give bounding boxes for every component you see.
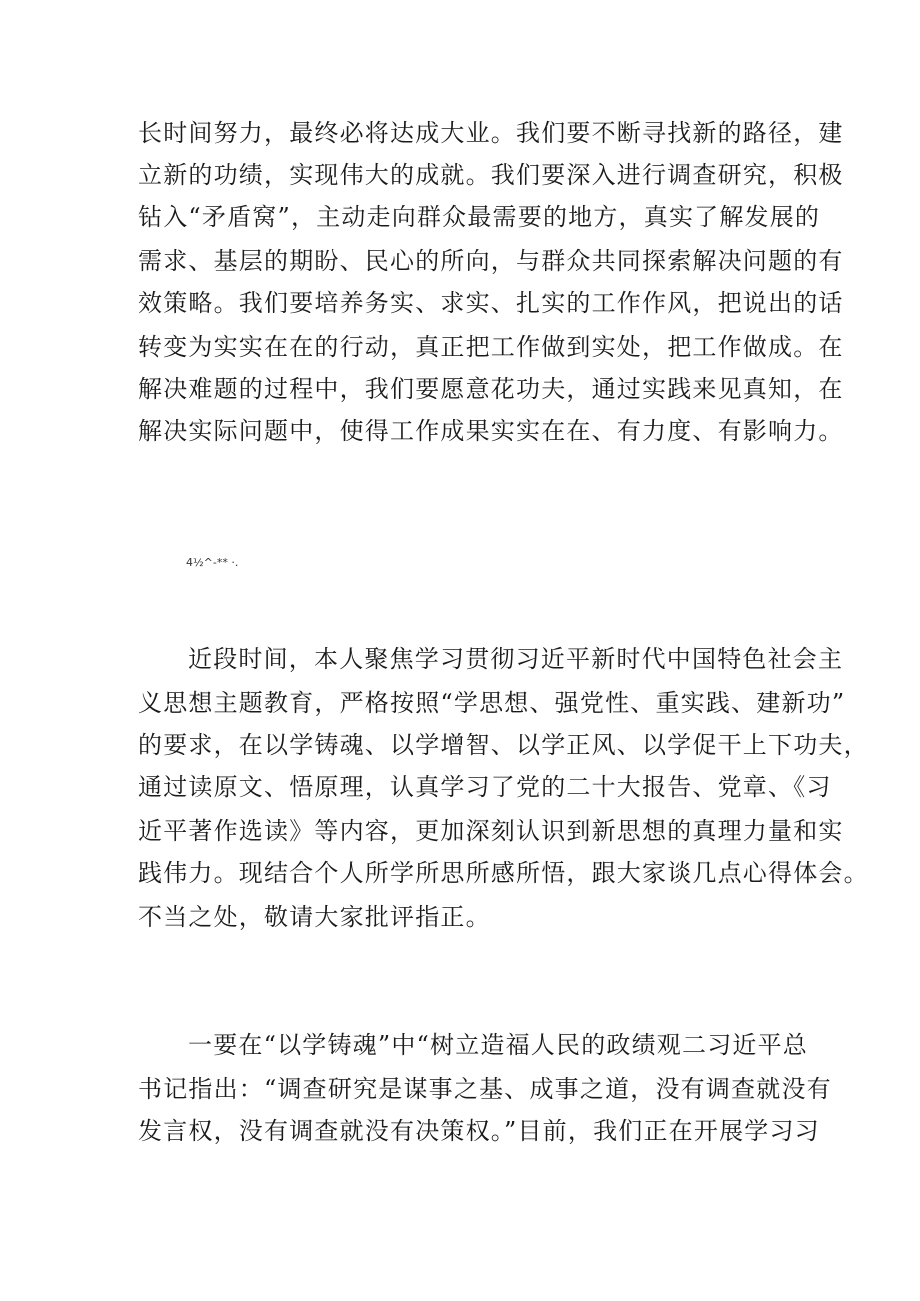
paragraph-2-line-3: 的要求，在以学铸魂、以学增智、以学正风、以学促干上下功夫， [138,731,869,759]
paragraph-1-line-4: 需求、基层的期盼、民心的所向，与群众共同探索解决问题的有 [138,247,844,275]
paragraph-2-line-5: 近平著作选读》等内容，更加深刻认识到新思想的真理力量和实 [138,817,844,845]
paragraph-2-line-4: 通过读原文、悟原理，认真学习了党的二十大报告、党章、《习 [138,773,832,801]
paragraph-2-line-7: 不当之处，敬请大家批评指正。 [138,903,491,931]
paragraph-3-line-1: 一要在“以学铸魂”中“树立造福人民的政绩观二习近平总 [188,1031,809,1059]
paragraph-3-line-3: 发言权，没有调查就没有决策权。”目前，我们正在开展学习习 [138,1117,820,1145]
paragraph-1-line-8: 解决实际问题中，使得工作成果实实在在、有力度、有影响力。 [138,417,844,445]
paragraph-3-line-2: 书记指出：“调查研究是谋事之基、成事之道，没有调查就没有 [138,1075,832,1103]
paragraph-2-line-1: 近段时间，本人聚焦学习贯彻习近平新时代中国特色社会主 [188,645,844,673]
paragraph-1-line-5: 效策略。我们要培养务实、求实、扎实的工作作风，把说出的话 [138,289,844,317]
paragraph-1-line-1: 长时间努力，最终必将达成大业。我们要不断寻找新的路径，建 [138,119,844,147]
paragraph-2-line-6: 践伟力。现结合个人所学所思所感所悟，跟大家谈几点心得体会。 [138,859,869,887]
paragraph-2-line-2: 义思想主题教育，严格按照“学思想、强党性、重实践、建新功” [138,689,846,717]
paragraph-1-line-7: 解决难题的过程中，我们要愿意花功夫，通过实践来见真知，在 [138,375,844,403]
paragraph-1-line-2: 立新的功绩，实现伟大的成就。我们要深入进行调查研究，积极 [138,161,844,189]
scan-artifact-text: 4½^-** ·. [186,556,239,569]
paragraph-1-line-3: 钻入“矛盾窝”，主动走向群众最需要的地方，真实了解发展的 [138,203,821,231]
paragraph-1-line-6: 转变为实实在在的行动，真正把工作做到实处，把工作做成。在 [138,333,844,361]
